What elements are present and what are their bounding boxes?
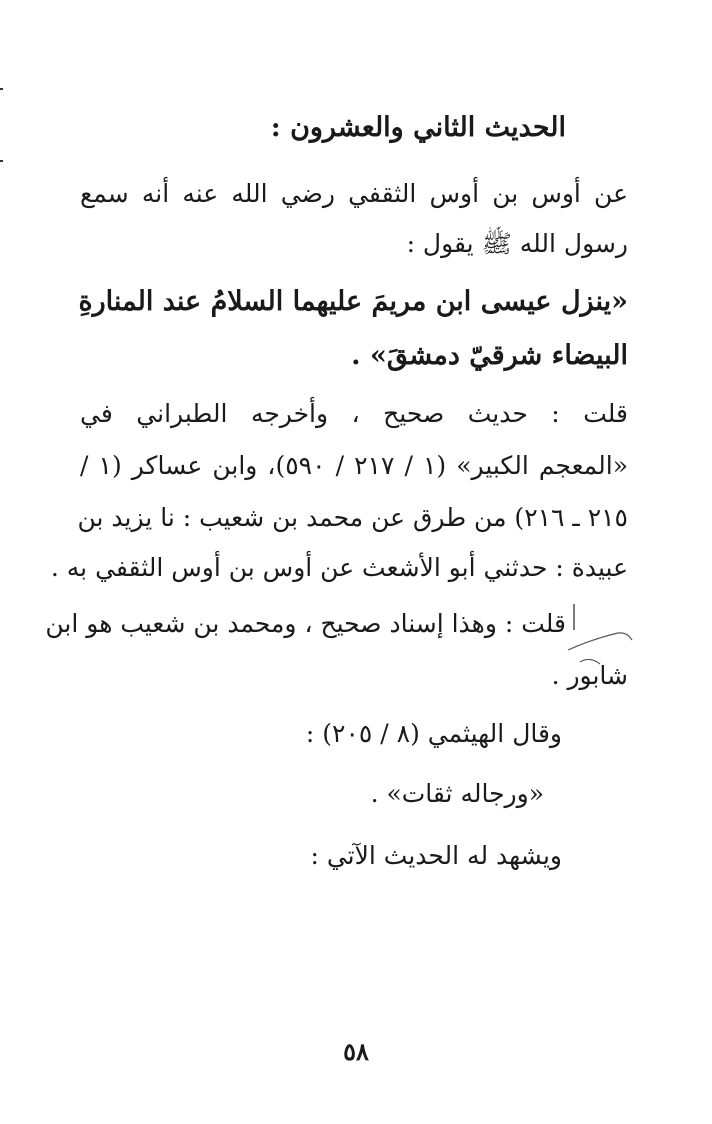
hadith-heading: الحديث الثاني والعشرون : <box>270 112 566 143</box>
grading-line-4: عبيدة : حدثني أبو الأشعث عن أوس بن أوس الثقفي به . <box>50 553 628 582</box>
isnad-line-2: شابور . <box>551 661 628 690</box>
haythami-quote: «ورجاله ثقات» . <box>370 779 544 808</box>
haythami-line: وقال الهيثمي (٨ / ٢٠٥) : <box>305 719 562 748</box>
hadith-text-line-2: البيضاء شرقيّ دمشقَ» . <box>351 340 628 371</box>
narration-line-2: رسول الله ﷺ يقول : <box>406 229 628 258</box>
handwritten-annotation <box>560 600 640 690</box>
witness-line: ويشهد له الحديث الآتي : <box>310 841 562 870</box>
margin-mark <box>0 88 3 90</box>
hadith-text-line-1: «ينزل عيسى ابن مريمَ عليهما السلامُ عند المنارةِ <box>78 286 628 317</box>
narration-line-1: عن أوس بن أوس الثقفي رضي الله عنه أنه سمع <box>80 179 628 208</box>
page-number: ٥٨ <box>343 1037 369 1066</box>
grading-line-2: «المعجم الكبير» (١ / ٢١٧ / ٥٩٠)، وابن عساكر (١ / <box>80 451 628 480</box>
grading-line-1: قلت : حديث صحيح ، وأخرجه الطبراني في <box>80 399 628 428</box>
margin-mark <box>0 160 3 162</box>
grading-line-3: ٢١٥ ـ ٢١٦) من طرق عن محمد بن شعيب : نا يزيد بن <box>77 503 628 532</box>
isnad-line-1: قلت : وهذا إسناد صحيح ، ومحمد بن شعيب هو ابن <box>45 609 566 638</box>
